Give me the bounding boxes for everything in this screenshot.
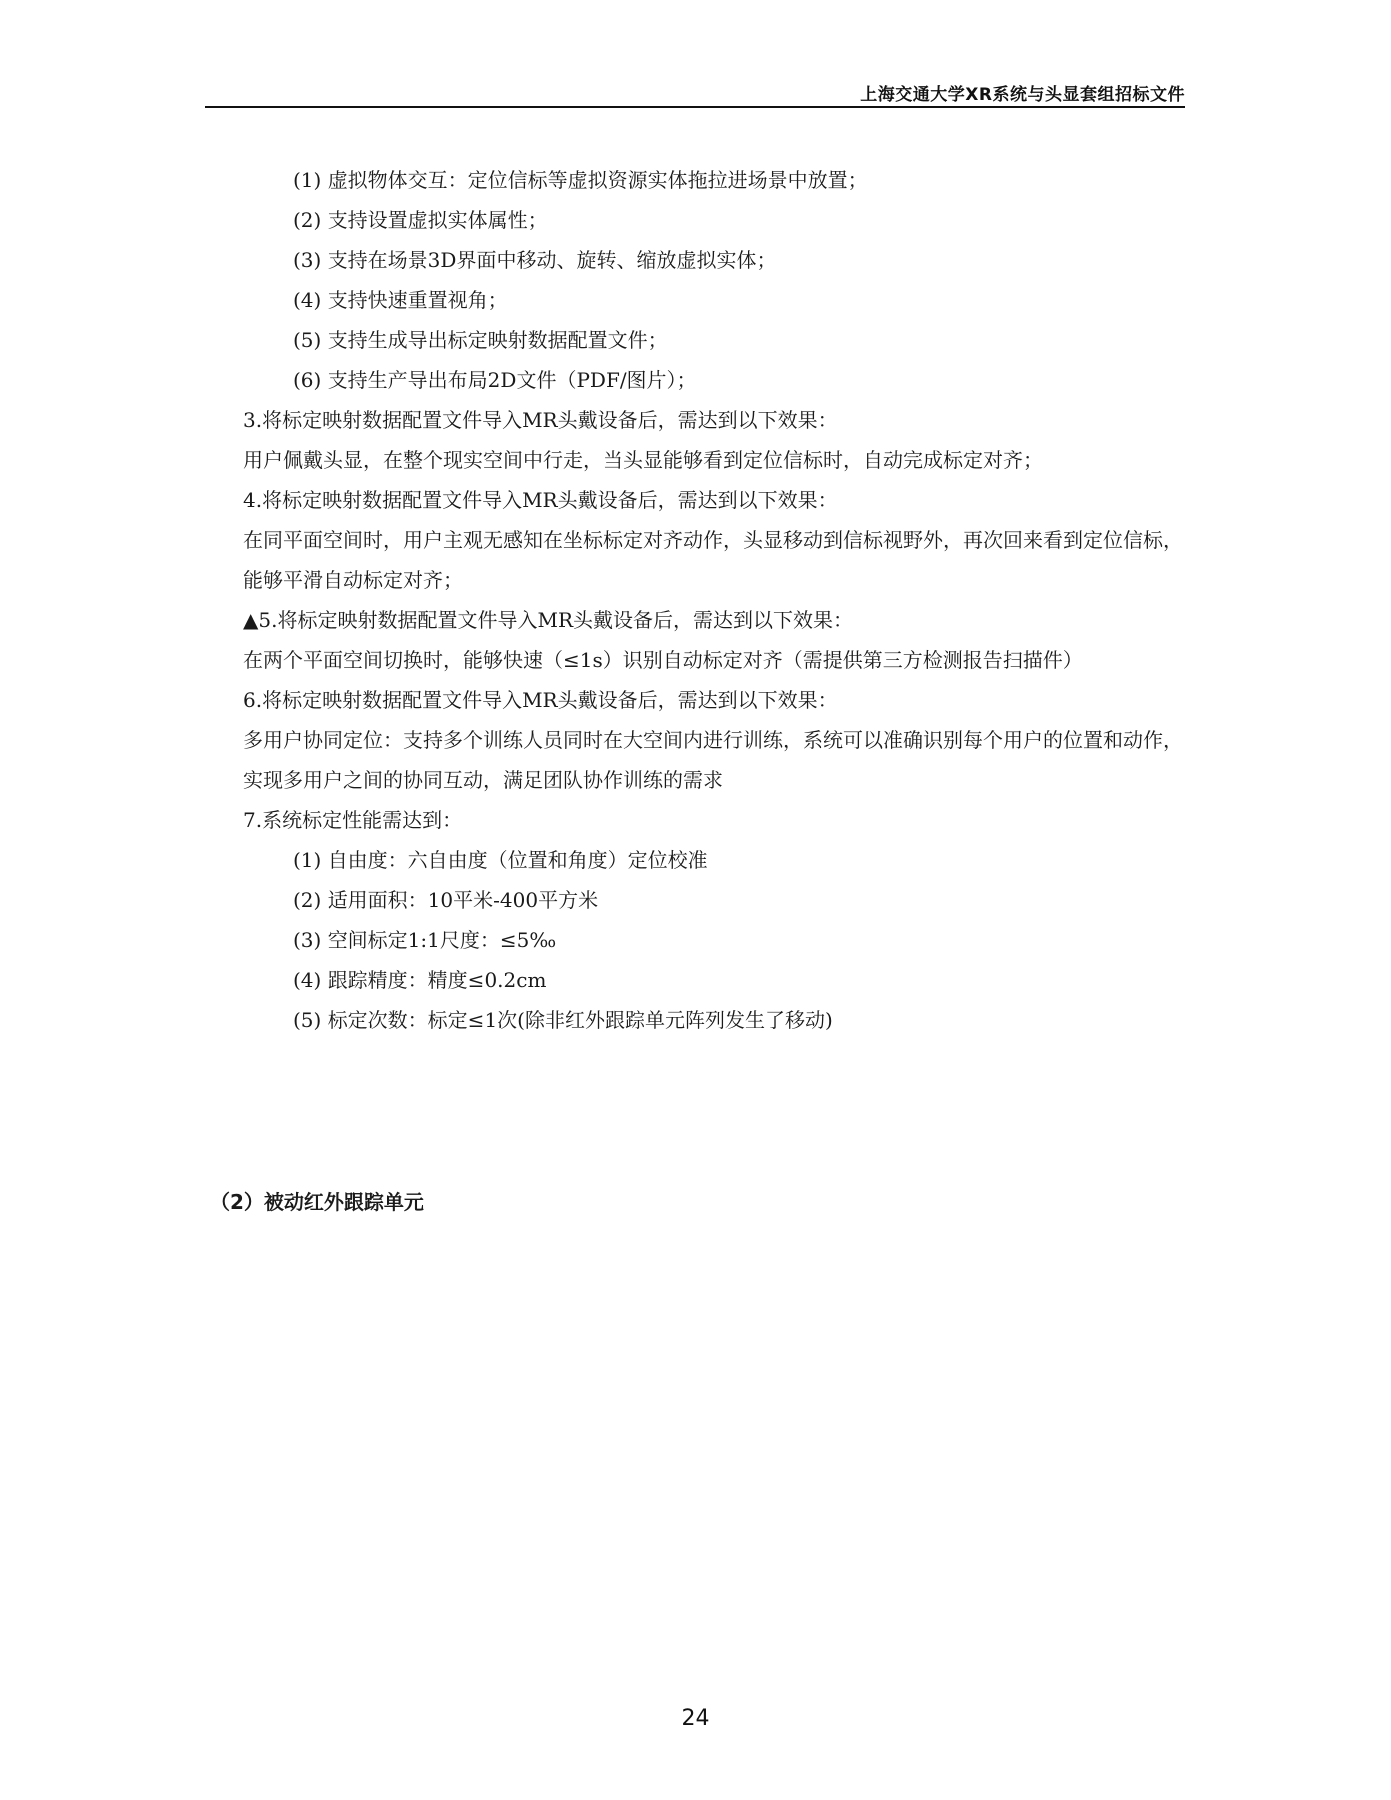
list-item: (5) 标定次数：标定≤1次(除非红外跟踪单元阵列发生了移动) (293, 1008, 833, 1032)
list-item: (2) 支持设置虚拟实体属性； (293, 208, 548, 232)
paragraph-body: 多用户协同定位：支持多个训练人员同时在大空间内进行训练，系统可以准确识别每个用户的位置和动作，实现多用户之间的协同互动，满足团队协作训练的需求 (243, 728, 1183, 792)
page-header (205, 80, 1185, 108)
document-body (243, 160, 1183, 1040)
paragraph-body: 在同平面空间时，用户主观无感知在坐标标定对齐动作，头显移动到信标视野外，再次回来看到定位信标，能够平滑自动标定对齐； (243, 528, 1183, 592)
paragraph-body: 在两个平面空间切换时，能够快速（≤1s）识别自动标定对齐（需提供第三方检测报告扫描件） (243, 648, 1083, 672)
paragraph-heading: ▲5.将标定映射数据配置文件导入MR头戴设备后，需达到以下效果： (243, 608, 853, 632)
list-item: (2) 适用面积：10平米-400平方米 (293, 888, 599, 912)
list-item: (4) 跟踪精度：精度≤0.2cm (293, 968, 547, 992)
list-item: (6) 支持生产导出布局2D文件（PDF/图片）； (293, 368, 697, 392)
section-title: （2）被动红外跟踪单元 (210, 1190, 424, 1214)
paragraph-body: 用户佩戴头显，在整个现实空间中行走，当头显能够看到定位信标时，自动完成标定对齐； (243, 448, 1043, 472)
page-number: 24 (681, 1706, 710, 1731)
list-item: (5) 支持生成导出标定映射数据配置文件； (293, 328, 668, 352)
list-item: (1) 虚拟物体交互：定位信标等虚拟资源实体拖拉进场景中放置； (293, 168, 868, 192)
paragraph-heading: 3.将标定映射数据配置文件导入MR头戴设备后，需达到以下效果： (243, 408, 838, 432)
paragraph-heading: 7.系统标定性能需达到： (243, 808, 463, 832)
list-item: (3) 空间标定1:1尺度：≤5‰ (293, 928, 557, 952)
header-title: 上海交通大学XR系统与头显套组招标文件 (860, 85, 1185, 105)
paragraph-heading: 4.将标定映射数据配置文件导入MR头戴设备后，需达到以下效果： (243, 488, 838, 512)
list-item: (3) 支持在场景3D界面中移动、旋转、缩放虚拟实体； (293, 248, 777, 272)
list-item: (4) 支持快速重置视角； (293, 288, 508, 312)
paragraph-heading: 6.将标定映射数据配置文件导入MR头戴设备后，需达到以下效果： (243, 688, 838, 712)
list-item: (1) 自由度：六自由度（位置和角度）定位校准 (293, 848, 708, 872)
